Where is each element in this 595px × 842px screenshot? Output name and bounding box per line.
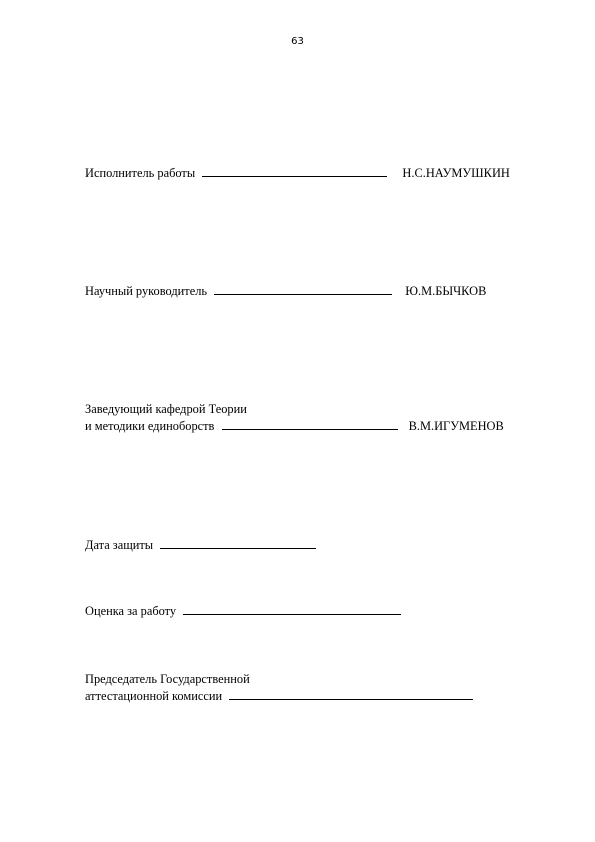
head-of-department-name: В.М.ИГУМЕНОВ bbox=[408, 419, 504, 433]
defense-date-label: Дата защиты bbox=[85, 538, 154, 552]
head-of-department-label-line2: и методики единоборств bbox=[85, 419, 215, 433]
head-of-department-signature-line bbox=[85, 419, 504, 434]
head-of-department-signature-field[interactable] bbox=[222, 419, 398, 430]
grade-label: Оценка за работу bbox=[85, 604, 177, 618]
supervisor-label: Научный руководитель bbox=[85, 284, 208, 298]
supervisor-name: Ю.М.БЫЧКОВ bbox=[405, 284, 487, 298]
page-number: 63 bbox=[291, 36, 304, 47]
grade-field[interactable] bbox=[183, 604, 401, 615]
defense-date-line bbox=[85, 538, 316, 553]
head-of-department-label-line1: Заведующий кафедрой Теории bbox=[85, 402, 247, 416]
executor-name: Н.С.НАУМУШКИН bbox=[402, 166, 510, 180]
defense-date-field[interactable] bbox=[160, 538, 316, 549]
executor-signature-line bbox=[85, 166, 510, 181]
executor-label: Исполнитель работы bbox=[85, 166, 196, 180]
commission-chair-label-line2: аттестационной комиссии bbox=[85, 689, 223, 703]
commission-chair-signature-field[interactable] bbox=[229, 689, 473, 700]
supervisor-signature-field[interactable] bbox=[214, 284, 392, 295]
commission-chair-label-line1: Председатель Государственной bbox=[85, 672, 250, 686]
grade-line bbox=[85, 604, 401, 619]
executor-signature-field[interactable] bbox=[202, 166, 387, 177]
commission-chair-signature-line bbox=[85, 689, 473, 704]
supervisor-signature-line bbox=[85, 284, 486, 299]
